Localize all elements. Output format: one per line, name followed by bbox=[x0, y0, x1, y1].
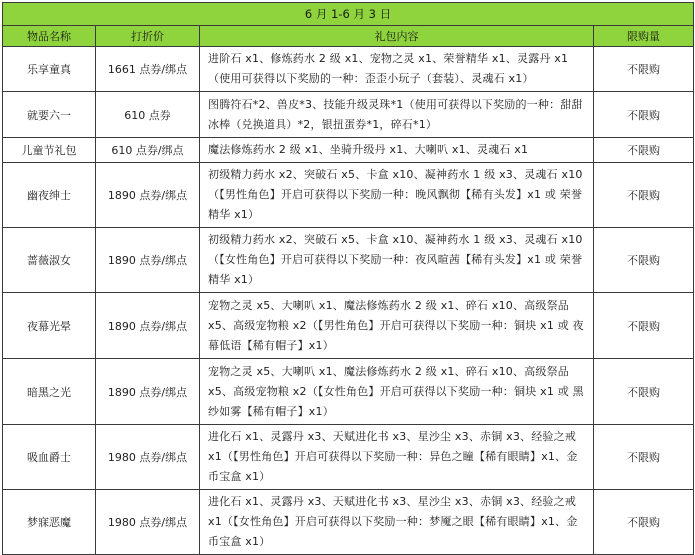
item-limit: 不限购 bbox=[594, 228, 694, 293]
item-limit: 不限购 bbox=[594, 359, 694, 425]
item-price: 1890 点券/绑点 bbox=[96, 163, 200, 228]
table-row bbox=[3, 47, 694, 92]
col-header-name: 物品名称 bbox=[3, 26, 96, 47]
item-name: 蔷薇淑女 bbox=[3, 228, 96, 293]
item-name: 乐享童真 bbox=[3, 47, 96, 92]
item-name: 吸血爵士 bbox=[3, 425, 96, 490]
item-price: 1980 点券/绑点 bbox=[96, 490, 200, 555]
gift-pack-table bbox=[2, 2, 694, 555]
date-range: 6 月 1-6 月 3 日 bbox=[3, 3, 694, 26]
item-price: 1890 点券/绑点 bbox=[96, 293, 200, 359]
table-row bbox=[3, 138, 694, 163]
table-row bbox=[3, 163, 694, 228]
item-price: 1890 点券/绑点 bbox=[96, 359, 200, 425]
item-price: 1890 点券/绑点 bbox=[96, 228, 200, 293]
item-content: 图腾符石*2、兽皮*3、技能升级灵珠*1（使用可获得以下奖励的一种：甜甜冰棒（兑换道具）*2，银扭蛋券*1，碎石*1） bbox=[200, 92, 594, 138]
header-row bbox=[3, 26, 694, 47]
table-row bbox=[3, 425, 694, 490]
col-header-content: 礼包内容 bbox=[200, 26, 594, 47]
item-content: 初级精力药水 x2、突破石 x5、卡盒 x10、凝神药水 1 级 x3、灵魂石 x10（【女性角色】开启可获得以下奖励一种：夜风暄茜【稀有头发】x1 或 荣誉精华 x1） bbox=[200, 228, 594, 293]
item-name: 夜幕光晕 bbox=[3, 293, 96, 359]
item-content: 初级精力药水 x2、突破石 x5、卡盒 x10、凝神药水 1 级 x3、灵魂石 x10（【男性角色】开启可获得以下奖励一种：晚风飘彻【稀有头发】x1 或 荣誉精华 x1） bbox=[200, 163, 594, 228]
table-row bbox=[3, 92, 694, 138]
item-limit: 不限购 bbox=[594, 47, 694, 92]
item-content: 宠物之灵 x5、大喇叭 x1、魔法修炼药水 2 级 x1、碎石 x10、高级祭品 x5、高级宠物粮 x2（【男性角色】开启可获得以下奖励一种：铜块 x1 或 夜幕低语【稀有帽子】x1） bbox=[200, 293, 594, 359]
date-banner-row bbox=[3, 3, 694, 26]
table-row bbox=[3, 293, 694, 359]
item-content: 魔法修炼药水 2 级 x1、坐骑升级丹 x1、大喇叭 x1、灵魂石 x1 bbox=[200, 138, 594, 163]
item-name: 就要六一 bbox=[3, 92, 96, 138]
item-limit: 不限购 bbox=[594, 138, 694, 163]
item-name: 幽夜绅士 bbox=[3, 163, 96, 228]
item-name: 暗黑之光 bbox=[3, 359, 96, 425]
item-content: 进化石 x1、灵露丹 x3、天赋进化书 x3、星沙尘 x3、赤铜 x3、经验之戒 x1（【女性角色】开启可获得以下奖励一种：梦魇之眼【稀有眼睛】x1、金币宝盒 x1） bbox=[200, 490, 594, 555]
item-content: 宠物之灵 x5、大喇叭 x1、魔法修炼药水 2 级 x1、碎石 x10、高级祭品 x5、高级宠物粮 x2（【女性角色】开启可获得以下奖励一种：铜块 x1 或 黑纱如雾【稀有帽子】x1） bbox=[200, 359, 594, 425]
item-limit: 不限购 bbox=[594, 490, 694, 555]
item-content: 进阶石 x1、修炼药水 2 级 x1、宠物之灵 x1、荣誉精华 x1、灵露丹 x1（使用可获得以下奖励的一种：歪歪小玩子（套装）、灵魂石 x1） bbox=[200, 47, 594, 92]
item-name: 儿童节礼包 bbox=[3, 138, 96, 163]
item-limit: 不限购 bbox=[594, 92, 694, 138]
item-content: 进化石 x1、灵露丹 x3、天赋进化书 x3、星沙尘 x3、赤铜 x3、经验之戒 x1（【男性角色】开启可获得以下奖励一种：异色之瞳【稀有眼睛】x1、金币宝盒 x1） bbox=[200, 425, 594, 490]
item-limit: 不限购 bbox=[594, 293, 694, 359]
item-price: 1661 点券/绑点 bbox=[96, 47, 200, 92]
col-header-limit: 限购量 bbox=[594, 26, 694, 47]
item-price: 610 点券/绑点 bbox=[96, 138, 200, 163]
item-price: 610 点券 bbox=[96, 92, 200, 138]
item-limit: 不限购 bbox=[594, 163, 694, 228]
item-name: 梦寐恶魔 bbox=[3, 490, 96, 555]
col-header-price: 打折价 bbox=[96, 26, 200, 47]
table-row bbox=[3, 228, 694, 293]
item-price: 1980 点券/绑点 bbox=[96, 425, 200, 490]
item-limit: 不限购 bbox=[594, 425, 694, 490]
table-row bbox=[3, 359, 694, 425]
table-row bbox=[3, 490, 694, 555]
